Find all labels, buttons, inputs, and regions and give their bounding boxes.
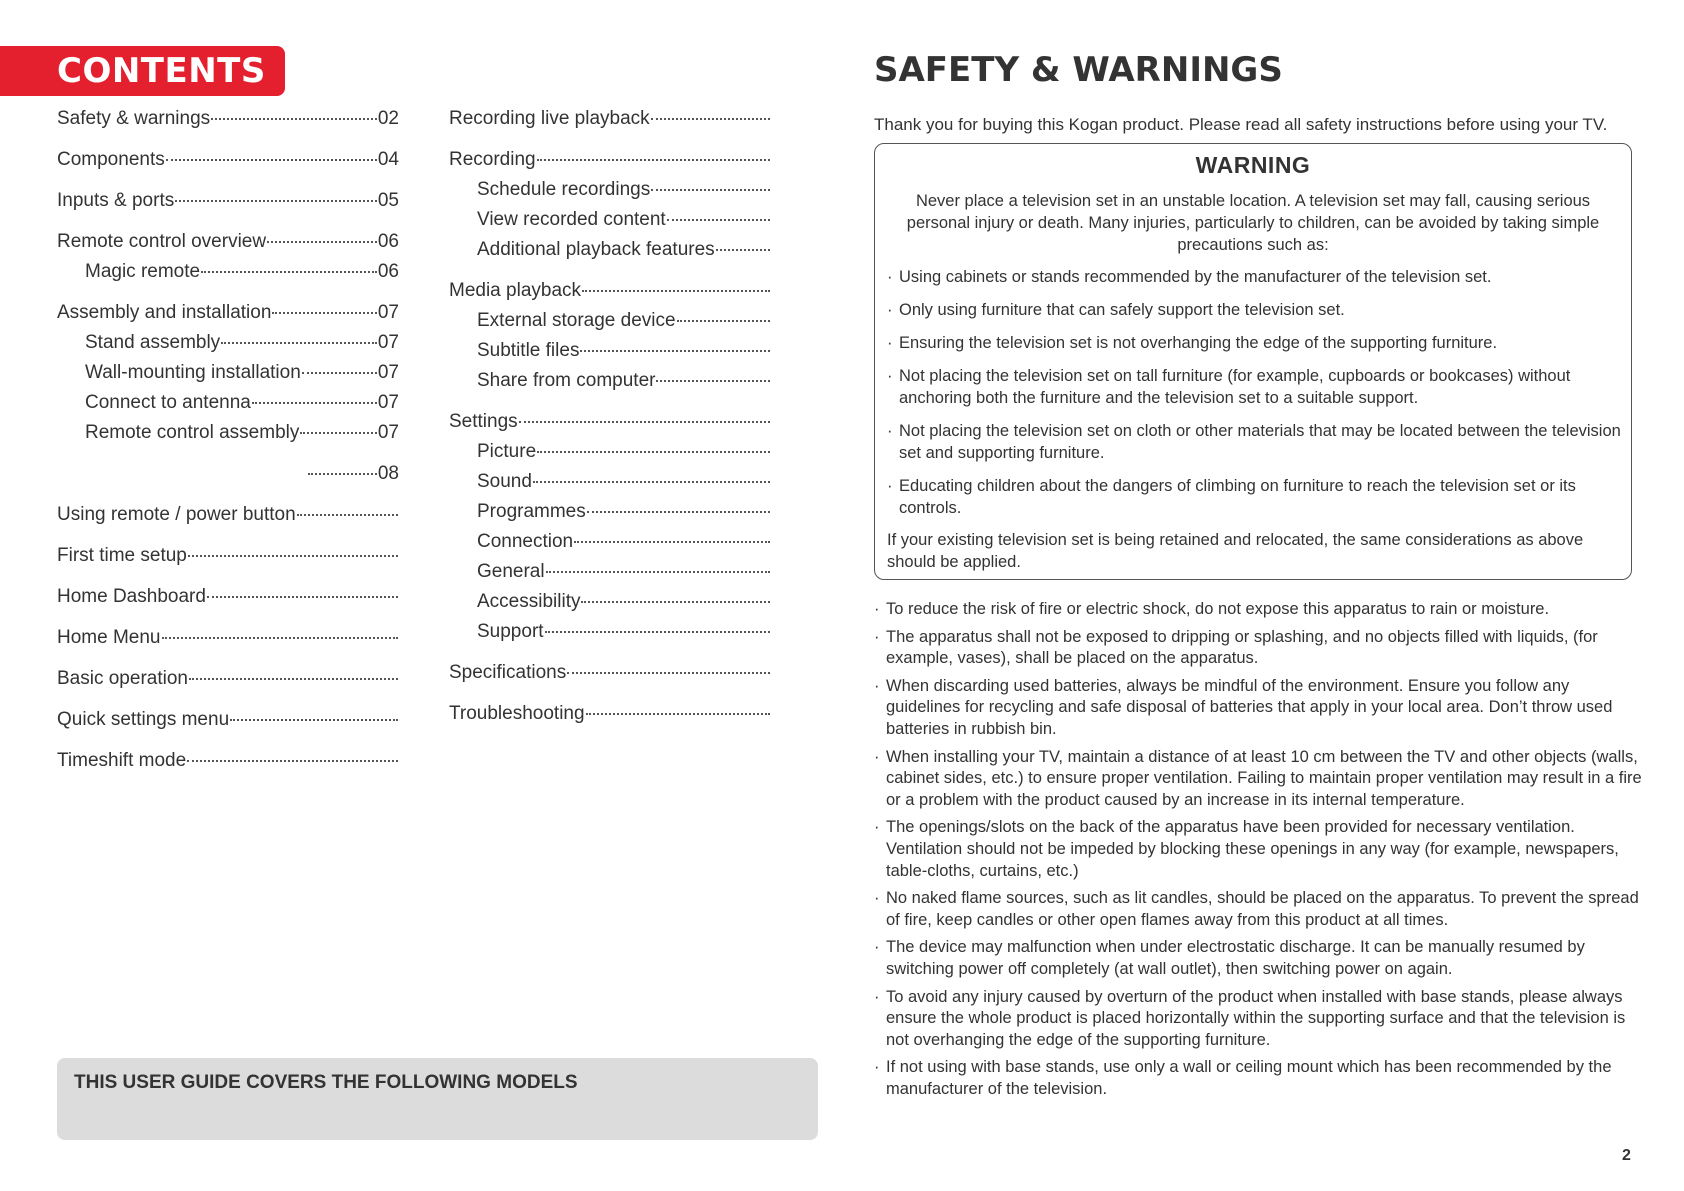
toc-entry-label: Recording live playback: [449, 108, 650, 129]
toc-leader-dots: [272, 312, 376, 314]
contents-banner: [0, 46, 285, 96]
toc-entry-label: Recording: [449, 149, 536, 170]
toc-leader-dots: [187, 760, 398, 762]
toc-leader-dots: [300, 432, 376, 434]
toc-entry-label: Inputs & ports: [57, 190, 175, 211]
safety-list-item: · When discarding used batteries, always be mindful of the environment. Ensure you follow any guidelines for recycling and safe disposal of batteries that apply in your local area. Don’t throw used batteries in rubbish bin.: [874, 676, 1644, 741]
toc-entry-page: 05: [377, 190, 399, 211]
toc-entry-label: General: [477, 561, 545, 582]
toc-entry[interactable]: [57, 668, 399, 698]
toc-entry[interactable]: [449, 411, 771, 441]
toc-entry-page: 07: [377, 362, 399, 383]
toc-entry-label: Subtitle files: [477, 340, 580, 361]
toc-entry[interactable]: [57, 302, 399, 332]
warning-list-item: · Only using furniture that can safely support the television set.: [887, 299, 1621, 321]
toc-entry-page: 04: [377, 149, 399, 170]
toc-entry-label: Remote control overview: [57, 231, 267, 252]
toc-entry[interactable]: [57, 627, 399, 657]
warning-outro: If your existing television set is being retained and relocated, the same considerations as above should be applied.: [887, 531, 1584, 571]
safety-intro: Thank you for buying this Kogan product. Please read all safety instructions before using your TV.: [874, 115, 1608, 134]
models-title: THIS USER GUIDE COVERS THE FOLLOWING MODELS: [74, 1072, 578, 1093]
toc-entry[interactable]: [57, 149, 399, 179]
toc-leader-dots: [533, 481, 770, 483]
toc-leader-dots: [207, 596, 398, 598]
toc-entry-label: Home Dashboard: [57, 586, 206, 607]
toc-entry-page: 08: [377, 463, 399, 484]
toc-entry-label: Share from computer: [477, 370, 656, 391]
toc-leader-dots: [587, 511, 770, 513]
toc-entry[interactable]: [449, 310, 771, 340]
toc-entry-label: Assembly and installation: [57, 302, 272, 323]
toc-leader-dots: [308, 473, 377, 475]
toc-entry[interactable]: [449, 471, 771, 501]
toc-entry-label: Remote control assembly: [85, 422, 300, 443]
toc-entry-label: Magic remote: [85, 261, 201, 282]
toc-entry[interactable]: [449, 441, 771, 471]
toc-entry-label: Safety & warnings: [57, 108, 211, 129]
toc-leader-dots: [211, 118, 377, 120]
toc-entry-label: Using remote / power button: [57, 504, 296, 525]
toc-leader-dots: [667, 219, 770, 221]
warning-intro: Never place a television set in an unstable location. A television set may fall, causing serious personal injury or death. Many injuries, particularly to children, can be avoided by taking simple precautions such as:: [906, 192, 1600, 254]
toc-entry[interactable]: [57, 545, 399, 575]
toc-entry-label: Basic operation: [57, 668, 188, 689]
toc-entry-label: Programmes: [477, 501, 586, 522]
toc-entry[interactable]: [57, 463, 399, 493]
safety-list-item: · To reduce the risk of fire or electric shock, do not expose this apparatus to rain or moisture.: [874, 599, 1644, 621]
toc-entry-page: 02: [377, 108, 399, 129]
safety-title: SAFETY & WARNINGS: [874, 50, 1283, 90]
toc-entry[interactable]: [57, 108, 399, 138]
toc-leader-dots: [586, 713, 770, 715]
toc-entry[interactable]: [57, 190, 399, 220]
toc-entry[interactable]: [449, 703, 771, 733]
toc-entry[interactable]: [449, 340, 771, 370]
toc-leader-dots: [651, 118, 770, 120]
toc-entry-label: Troubleshooting: [449, 703, 585, 724]
toc-entry[interactable]: [449, 280, 771, 310]
toc-entry[interactable]: [449, 561, 771, 591]
toc-leader-dots: [302, 372, 377, 374]
safety-list-item: · The device may malfunction when under electrostatic discharge. It can be manually resumed by switching power off completely (at wall outlet), then switching power on again.: [874, 937, 1644, 980]
toc-entry-page: 06: [377, 231, 399, 252]
toc-entry-label: Accessibility: [477, 591, 581, 612]
toc-leader-dots: [580, 350, 770, 352]
safety-list-item: · If not using with base stands, use only a wall or ceiling mount which has been recommended by the manufacturer of the television.: [874, 1057, 1644, 1100]
toc-entry[interactable]: [57, 362, 399, 392]
toc-leader-dots: [175, 200, 377, 202]
toc-entry-label: Additional playback features: [477, 239, 715, 260]
toc-entry-label: Connect to antenna: [85, 392, 251, 413]
toc-entry[interactable]: [57, 750, 399, 780]
toc-leader-dots: [716, 249, 770, 251]
page-number: 2: [1622, 1147, 1631, 1164]
toc-entry-label: Stand assembly: [85, 332, 221, 353]
toc-entry[interactable]: [57, 392, 399, 422]
toc-leader-dots: [201, 271, 377, 273]
toc-leader-dots: [656, 380, 770, 382]
toc-entry[interactable]: [449, 108, 771, 138]
toc-leader-dots: [574, 541, 770, 543]
toc-entry-label: Support: [477, 621, 544, 642]
toc-leader-dots: [230, 719, 398, 721]
warning-list: [887, 266, 1621, 530]
toc-leader-dots: [162, 637, 399, 639]
toc-entry[interactable]: [57, 332, 399, 362]
toc-leader-dots: [188, 555, 398, 557]
toc-leader-dots: [567, 672, 770, 674]
toc-leader-dots: [267, 241, 377, 243]
toc-entry-page: 07: [377, 422, 399, 443]
toc-entry-label: Quick settings menu: [57, 709, 230, 730]
toc-leader-dots: [519, 421, 770, 423]
toc-entry-label: Specifications: [449, 662, 567, 683]
toc-entry[interactable]: [449, 179, 771, 209]
toc-column-1: [57, 108, 399, 780]
toc-entry[interactable]: [57, 422, 399, 452]
toc-leader-dots: [189, 678, 398, 680]
safety-list: [874, 599, 1644, 1106]
toc-entry[interactable]: [57, 586, 399, 616]
toc-entry[interactable]: [449, 149, 771, 179]
toc-entry-label: Schedule recordings: [477, 179, 651, 200]
toc-leader-dots: [545, 631, 770, 633]
warning-heading: WARNING: [1195, 152, 1311, 178]
toc-entry[interactable]: [449, 239, 771, 269]
toc-entry[interactable]: [449, 662, 771, 692]
toc-entry[interactable]: [57, 261, 399, 291]
toc-entry-label: Components: [57, 149, 165, 170]
toc-entry[interactable]: [449, 501, 771, 531]
toc-entry-page: 06: [377, 261, 399, 282]
toc-entry-label: External storage device: [477, 310, 676, 331]
warning-list-item: · Ensuring the television set is not overhanging the edge of the supporting furniture.: [887, 332, 1621, 354]
toc-leader-dots: [297, 514, 398, 516]
warning-list-item: · Educating children about the dangers of climbing on furniture to reach the television set or its controls.: [887, 475, 1621, 519]
toc-entry-label: Sound: [477, 471, 532, 492]
safety-list-item: · The openings/slots on the back of the apparatus have been provided for necessary ventilation. Ventilation should not be impeded by blocking these openings in any way (for example, newspapers, table-cloths, curtains, etc.): [874, 817, 1644, 882]
toc-leader-dots: [581, 601, 770, 603]
toc-entry-label: Home Menu: [57, 627, 161, 648]
warning-box: [874, 143, 1632, 580]
toc-leader-dots: [537, 159, 770, 161]
toc-entry-label: Settings: [449, 411, 518, 432]
toc-leader-dots: [651, 189, 770, 191]
toc-entry[interactable]: [449, 591, 771, 621]
toc-leader-dots: [537, 451, 770, 453]
toc-entry[interactable]: [449, 370, 771, 400]
safety-list-item: · The apparatus shall not be exposed to dripping or splashing, and no objects filled with liquids, (for example, vases), shall be placed on the apparatus.: [874, 627, 1644, 670]
toc-entry[interactable]: [449, 209, 771, 239]
toc-entry-label: Connection: [477, 531, 574, 552]
toc-entry[interactable]: [57, 504, 399, 534]
toc-leader-dots: [166, 159, 377, 161]
toc-entry-page: 07: [377, 332, 399, 353]
toc-entry-page: 07: [377, 302, 399, 323]
safety-list-item: · No naked flame sources, such as lit candles, should be placed on the apparatus. To prevent the spread of fire, keep candles or other open flames away from this product at all times.: [874, 888, 1644, 931]
toc-entry-label: First time setup: [57, 545, 187, 566]
toc-leader-dots: [677, 320, 770, 322]
safety-list-item: · To avoid any injury caused by overturn of the product when installed with base stands, please always ensure the whole product is placed horizontally within the supporting surface and that the television is not overhanging the edge of the supporting furniture.: [874, 987, 1644, 1052]
models-box: [57, 1058, 818, 1140]
safety-list-item: · When installing your TV, maintain a distance of at least 10 cm between the TV and other objects (walls, cabinet sides, etc.) to ensure proper ventilation. Failing to maintain proper ventilation may result in a fire or a problem with the product caused by an increase in its internal temperature.: [874, 747, 1644, 812]
toc-entry[interactable]: [449, 621, 771, 651]
toc-entry-label: Picture: [477, 441, 537, 462]
warning-list-item: · Not placing the television set on cloth or other materials that may be located between the television set and supporting furniture.: [887, 420, 1621, 464]
warning-list-item: · Using cabinets or stands recommended by the manufacturer of the television set.: [887, 266, 1621, 288]
toc-leader-dots: [252, 402, 377, 404]
toc-leader-dots: [221, 342, 377, 344]
toc-entry-label: Media playback: [449, 280, 582, 301]
toc-column-2: [449, 108, 771, 733]
contents-title: CONTENTS: [57, 51, 266, 91]
toc-entry-label: View recorded content: [477, 209, 666, 230]
warning-list-item: · Not placing the television set on tall furniture (for example, cupboards or bookcases) without anchoring both the furniture and the television set to a suitable support.: [887, 365, 1621, 409]
toc-entry[interactable]: [57, 709, 399, 739]
toc-entry-label: Wall-mounting installation: [85, 362, 301, 383]
toc-entry[interactable]: [57, 231, 399, 261]
toc-leader-dots: [582, 290, 770, 292]
toc-entry[interactable]: [449, 531, 771, 561]
toc-entry-page: 07: [377, 392, 399, 413]
toc-leader-dots: [546, 571, 770, 573]
toc-entry-label: Timeshift mode: [57, 750, 187, 771]
